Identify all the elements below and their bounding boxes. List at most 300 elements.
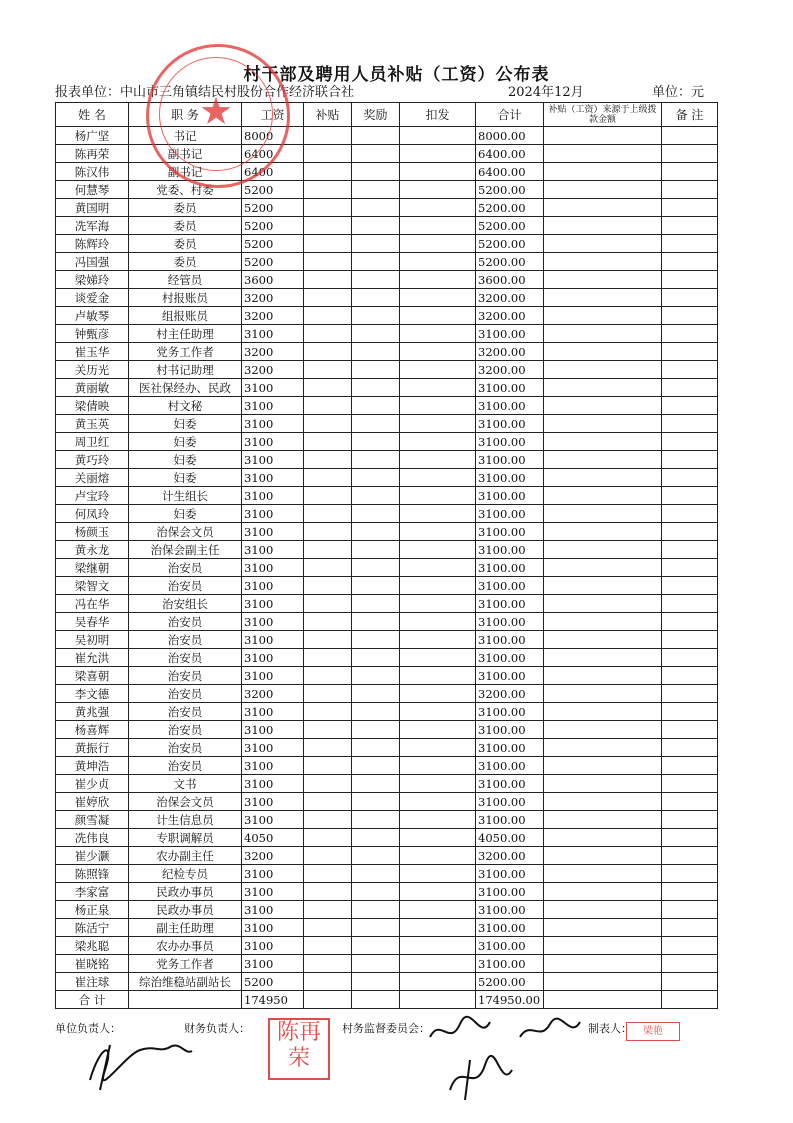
cell-name: 陈活宁 (56, 919, 129, 937)
cell-subsidy (304, 631, 352, 649)
cell-subsidy (304, 613, 352, 631)
cell-total: 3100.00 (476, 865, 544, 883)
cell-bonus (352, 505, 400, 523)
cell-remark (662, 361, 718, 379)
cell-source (544, 811, 662, 829)
cell-name: 李家富 (56, 883, 129, 901)
cell-subsidy (304, 775, 352, 793)
cell-total: 3200.00 (476, 685, 544, 703)
cell-source (544, 361, 662, 379)
cell-subsidy (304, 721, 352, 739)
cell-subsidy (304, 901, 352, 919)
cell-name: 杨正泉 (56, 901, 129, 919)
cell-deduction (400, 397, 476, 415)
cell-subsidy (304, 955, 352, 973)
cell-bonus (352, 793, 400, 811)
cell-role: 治安组长 (129, 595, 242, 613)
cell-remark (662, 271, 718, 289)
cell-bonus (352, 937, 400, 955)
cell-bonus (352, 973, 400, 991)
cell-remark (662, 325, 718, 343)
cell-name: 崔婷欣 (56, 793, 129, 811)
table-row (56, 253, 718, 271)
cell-deduction (400, 955, 476, 973)
cell-salary: 5200 (242, 217, 304, 235)
cell-role: 村主任助理 (129, 325, 242, 343)
cell-remark (662, 505, 718, 523)
cell-total: 3100.00 (476, 793, 544, 811)
cell-bonus (352, 811, 400, 829)
cell-role: 妇委 (129, 415, 242, 433)
cell-role: 妇委 (129, 433, 242, 451)
cell-subsidy (304, 397, 352, 415)
cell-salary: 3100 (242, 487, 304, 505)
cell-subsidy (304, 847, 352, 865)
cell-name: 冼军海 (56, 217, 129, 235)
cell-name: 冯在华 (56, 595, 129, 613)
cell-source (544, 271, 662, 289)
cell-source (544, 649, 662, 667)
cell-name: 黄国明 (56, 199, 129, 217)
cell-source (544, 739, 662, 757)
cell-remark (662, 523, 718, 541)
cell-salary: 8000 (242, 127, 304, 145)
cell-role: 文书 (129, 775, 242, 793)
cell-deduction (400, 541, 476, 559)
cell-name: 谈爱金 (56, 289, 129, 307)
cell-deduction (400, 685, 476, 703)
cell-remark (662, 811, 718, 829)
cell-source (544, 685, 662, 703)
cell-deduction (400, 703, 476, 721)
cell-subsidy (304, 793, 352, 811)
cell-name: 陈辉玲 (56, 235, 129, 253)
table-row (56, 361, 718, 379)
cell-source (544, 865, 662, 883)
cell-bonus (352, 685, 400, 703)
cell-salary: 3100 (242, 595, 304, 613)
cell-bonus (352, 127, 400, 145)
cell-role: 委员 (129, 253, 242, 271)
cell-role: 治安员 (129, 613, 242, 631)
cell-role: 治安员 (129, 721, 242, 739)
cell-deduction (400, 667, 476, 685)
cell-salary: 3100 (242, 865, 304, 883)
cell-salary: 3100 (242, 631, 304, 649)
cell-remark (662, 793, 718, 811)
cell-total: 3100.00 (476, 901, 544, 919)
cell-source (544, 919, 662, 937)
currency-unit: 单位：元 (652, 85, 705, 100)
cell-source (544, 577, 662, 595)
cell-bonus (352, 865, 400, 883)
supervision-signature-1 (425, 1012, 585, 1052)
table-row (56, 973, 718, 991)
cell-total: 3200.00 (476, 847, 544, 865)
cell-role: 治安员 (129, 577, 242, 595)
table-row (56, 883, 718, 901)
header-name: 姓 名 (56, 103, 129, 127)
cell-deduction (400, 613, 476, 631)
cell-total: 3100.00 (476, 811, 544, 829)
cell-name: 周卫红 (56, 433, 129, 451)
cell-name: 吴初明 (56, 631, 129, 649)
table-row (56, 397, 718, 415)
cell-total: 3600.00 (476, 271, 544, 289)
cell-deduction (400, 379, 476, 397)
cell-salary: 3100 (242, 703, 304, 721)
cell-salary: 3100 (242, 541, 304, 559)
table-row (56, 793, 718, 811)
cell-total: 6400.00 (476, 145, 544, 163)
cell-role: 委员 (129, 199, 242, 217)
cell-remark (662, 199, 718, 217)
table-body (56, 127, 718, 991)
cell-deduction (400, 757, 476, 775)
header-deduction: 扣发 (400, 103, 476, 127)
cell-subsidy (304, 667, 352, 685)
cell-source (544, 181, 662, 199)
cell-name: 杨颜玉 (56, 523, 129, 541)
cell-total: 3100.00 (476, 379, 544, 397)
cell-salary: 6400 (242, 145, 304, 163)
cell-deduction (400, 883, 476, 901)
cell-bonus (352, 721, 400, 739)
cell-salary: 3100 (242, 721, 304, 739)
cell-source (544, 487, 662, 505)
cell-remark (662, 451, 718, 469)
cell-subsidy (304, 541, 352, 559)
cell-salary: 6400 (242, 163, 304, 181)
cell-salary: 3100 (242, 397, 304, 415)
cell-bonus (352, 325, 400, 343)
cell-total: 3100.00 (476, 397, 544, 415)
cell-total: 3100.00 (476, 595, 544, 613)
cell-total: 3100.00 (476, 937, 544, 955)
cell-total: 3100.00 (476, 757, 544, 775)
cell-role: 书记 (129, 127, 242, 145)
cell-total: 5200.00 (476, 199, 544, 217)
cell-name: 崔少灏 (56, 847, 129, 865)
cell-role: 医社保经办、民政 (129, 379, 242, 397)
table-row (56, 433, 718, 451)
table-row (56, 703, 718, 721)
table-row (56, 271, 718, 289)
table-row (56, 595, 718, 613)
cell-name: 梁兆聪 (56, 937, 129, 955)
footer-supervision: 村务监督委员会： (342, 1022, 430, 1035)
cell-name: 崔注球 (56, 973, 129, 991)
cell-salary: 3100 (242, 649, 304, 667)
cell-subsidy (304, 829, 352, 847)
cell-role: 治安员 (129, 631, 242, 649)
cell-salary: 3200 (242, 343, 304, 361)
report-period: 2024年12月 (508, 85, 584, 100)
cell-name: 梁喜朝 (56, 667, 129, 685)
cell-deduction (400, 829, 476, 847)
table-row (56, 901, 718, 919)
cell-role: 村文秘 (129, 397, 242, 415)
cell-role: 治保会副主任 (129, 541, 242, 559)
cell-bonus (352, 469, 400, 487)
cell-remark (662, 397, 718, 415)
table-row (56, 469, 718, 487)
cell-salary: 3200 (242, 307, 304, 325)
cell-name: 冯国强 (56, 253, 129, 271)
cell-bonus (352, 613, 400, 631)
cell-remark (662, 685, 718, 703)
cell-source (544, 505, 662, 523)
cell-role: 治安员 (129, 739, 242, 757)
cell-salary: 5200 (242, 973, 304, 991)
cell-bonus (352, 577, 400, 595)
salary-table (55, 102, 718, 1009)
cell-deduction (400, 631, 476, 649)
cell-deduction (400, 181, 476, 199)
cell-salary: 5200 (242, 199, 304, 217)
cell-source (544, 415, 662, 433)
cell-total: 3100.00 (476, 631, 544, 649)
cell-remark (662, 595, 718, 613)
cell-remark (662, 739, 718, 757)
cell-deduction (400, 847, 476, 865)
cell-deduction (400, 145, 476, 163)
cell-remark (662, 433, 718, 451)
cell-bonus (352, 397, 400, 415)
cell-source (544, 217, 662, 235)
cell-total: 8000.00 (476, 127, 544, 145)
cell-subsidy (304, 289, 352, 307)
cell-role: 民政办事员 (129, 883, 242, 901)
cell-role: 治保会文员 (129, 793, 242, 811)
cell-total: 3200.00 (476, 361, 544, 379)
cell-bonus (352, 847, 400, 865)
cell-salary: 3100 (242, 505, 304, 523)
cell-remark (662, 487, 718, 505)
table-row (56, 415, 718, 433)
cell-remark (662, 973, 718, 991)
cell-name: 杨广坚 (56, 127, 129, 145)
header-bonus: 奖励 (352, 103, 400, 127)
cell-bonus (352, 343, 400, 361)
name-stamp: 陈再荣 (268, 1018, 330, 1080)
cell-bonus (352, 433, 400, 451)
cell-total: 4050.00 (476, 829, 544, 847)
table-row (56, 577, 718, 595)
cell-name: 崔晓铭 (56, 955, 129, 973)
cell-salary: 5200 (242, 181, 304, 199)
cell-deduction (400, 451, 476, 469)
cell-source (544, 523, 662, 541)
cell-total: 3200.00 (476, 307, 544, 325)
header-subsidy: 补贴 (304, 103, 352, 127)
cell-total: 3100.00 (476, 955, 544, 973)
cell-remark (662, 919, 718, 937)
cell-subsidy (304, 127, 352, 145)
cell-remark (662, 667, 718, 685)
cell-remark (662, 235, 718, 253)
cell-bonus (352, 919, 400, 937)
cell-total: 3100.00 (476, 523, 544, 541)
cell-name: 黄兆强 (56, 703, 129, 721)
seal-star-icon: ★ (199, 89, 234, 133)
header-total: 合计 (476, 103, 544, 127)
cell-subsidy (304, 433, 352, 451)
cell-subsidy (304, 145, 352, 163)
cell-source (544, 847, 662, 865)
cell-name: 梁倩映 (56, 397, 129, 415)
cell-remark (662, 721, 718, 739)
summary-total: 174950.00 (476, 991, 544, 1009)
cell-total: 3100.00 (476, 433, 544, 451)
cell-total: 3100.00 (476, 613, 544, 631)
cell-salary: 3100 (242, 775, 304, 793)
cell-name: 梁娣玲 (56, 271, 129, 289)
cell-bonus (352, 289, 400, 307)
cell-deduction (400, 505, 476, 523)
table-row (56, 685, 718, 703)
table-row (56, 325, 718, 343)
cell-subsidy (304, 883, 352, 901)
table-row (56, 937, 718, 955)
cell-source (544, 397, 662, 415)
cell-subsidy (304, 505, 352, 523)
cell-bonus (352, 631, 400, 649)
cell-salary: 3100 (242, 883, 304, 901)
cell-salary: 3600 (242, 271, 304, 289)
cell-source (544, 325, 662, 343)
cell-total: 3100.00 (476, 325, 544, 343)
cell-bonus (352, 415, 400, 433)
report-unit: 报表单位：中山市三角镇结民村股份合作经济联合社 (55, 85, 355, 100)
cell-subsidy (304, 757, 352, 775)
cell-source (544, 307, 662, 325)
cell-subsidy (304, 271, 352, 289)
cell-subsidy (304, 487, 352, 505)
cell-name: 陈汉伟 (56, 163, 129, 181)
cell-bonus (352, 451, 400, 469)
cell-name: 何慧琴 (56, 181, 129, 199)
cell-deduction (400, 595, 476, 613)
cell-remark (662, 901, 718, 919)
cell-subsidy (304, 559, 352, 577)
cell-deduction (400, 811, 476, 829)
cell-source (544, 973, 662, 991)
cell-deduction (400, 307, 476, 325)
cell-remark (662, 829, 718, 847)
table-row (56, 199, 718, 217)
cell-total: 3100.00 (476, 739, 544, 757)
cell-deduction (400, 793, 476, 811)
cell-bonus (352, 523, 400, 541)
cell-bonus (352, 181, 400, 199)
cell-source (544, 937, 662, 955)
cell-role: 委员 (129, 235, 242, 253)
cell-bonus (352, 775, 400, 793)
cell-remark (662, 379, 718, 397)
cell-deduction (400, 325, 476, 343)
cell-source (544, 775, 662, 793)
cell-source (544, 595, 662, 613)
table-row (56, 451, 718, 469)
cell-source (544, 235, 662, 253)
table-row (56, 739, 718, 757)
cell-total: 3200.00 (476, 343, 544, 361)
cell-source (544, 253, 662, 271)
cell-salary: 3100 (242, 325, 304, 343)
cell-name: 冼伟良 (56, 829, 129, 847)
cell-salary: 3100 (242, 523, 304, 541)
table-row (56, 829, 718, 847)
cell-subsidy (304, 415, 352, 433)
cell-source (544, 721, 662, 739)
cell-deduction (400, 577, 476, 595)
cell-total: 3200.00 (476, 289, 544, 307)
cell-role: 妇委 (129, 451, 242, 469)
cell-salary: 3100 (242, 577, 304, 595)
cell-salary: 5200 (242, 235, 304, 253)
table-row (56, 775, 718, 793)
cell-deduction (400, 901, 476, 919)
cell-source (544, 793, 662, 811)
cell-source (544, 955, 662, 973)
cell-deduction (400, 163, 476, 181)
cell-salary: 3100 (242, 433, 304, 451)
cell-total: 3100.00 (476, 487, 544, 505)
cell-salary: 3100 (242, 613, 304, 631)
cell-remark (662, 631, 718, 649)
cell-source (544, 829, 662, 847)
cell-name: 钟甄彦 (56, 325, 129, 343)
cell-bonus (352, 541, 400, 559)
cell-source (544, 613, 662, 631)
cell-source (544, 703, 662, 721)
cell-role: 村书记助理 (129, 361, 242, 379)
cell-deduction (400, 649, 476, 667)
cell-remark (662, 163, 718, 181)
cell-subsidy (304, 325, 352, 343)
cell-remark (662, 415, 718, 433)
cell-salary: 3200 (242, 847, 304, 865)
cell-subsidy (304, 199, 352, 217)
cell-role: 农办办事员 (129, 937, 242, 955)
cell-bonus (352, 649, 400, 667)
cell-salary: 4050 (242, 829, 304, 847)
cell-bonus (352, 217, 400, 235)
cell-source (544, 559, 662, 577)
cell-deduction (400, 919, 476, 937)
cell-role: 计生信息员 (129, 811, 242, 829)
header-remark: 备 注 (662, 103, 718, 127)
footer-finance-head: 财务负责人： (184, 1022, 250, 1035)
table-row (56, 631, 718, 649)
cell-role: 副书记 (129, 145, 242, 163)
cell-bonus (352, 667, 400, 685)
cell-subsidy (304, 217, 352, 235)
cell-remark (662, 181, 718, 199)
cell-role: 村报账员 (129, 289, 242, 307)
cell-salary: 3100 (242, 559, 304, 577)
cell-source (544, 199, 662, 217)
cell-salary: 3100 (242, 793, 304, 811)
table-row (56, 541, 718, 559)
cell-source (544, 433, 662, 451)
cell-role: 经管员 (129, 271, 242, 289)
cell-bonus (352, 703, 400, 721)
cell-bonus (352, 379, 400, 397)
cell-total: 5200.00 (476, 253, 544, 271)
cell-total: 3100.00 (476, 649, 544, 667)
